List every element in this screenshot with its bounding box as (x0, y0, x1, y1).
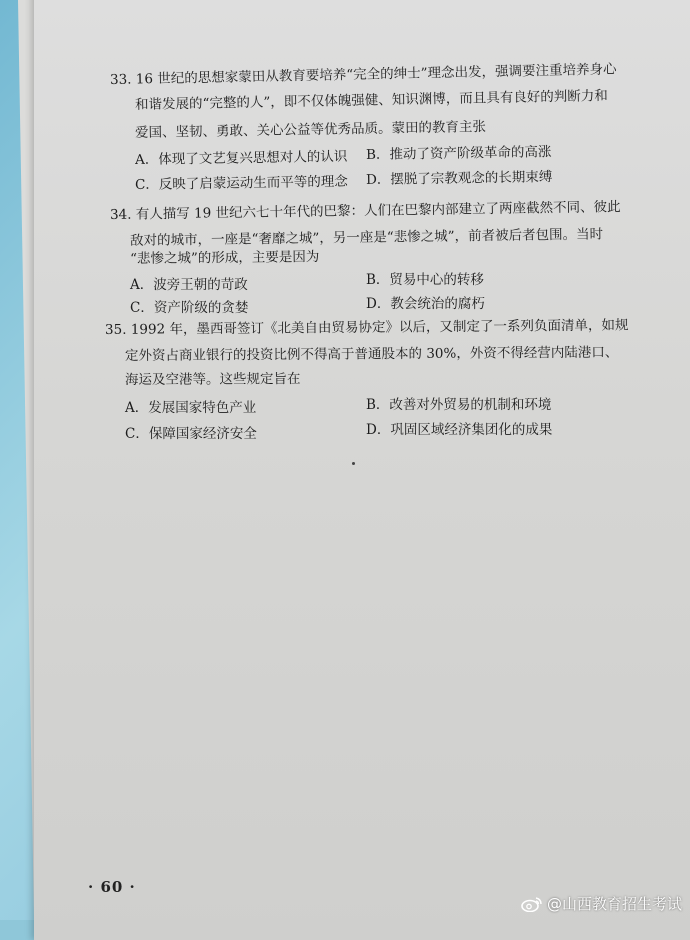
question-34-line-3: “悲惨之城”的形成，主要是因为 (129, 249, 320, 267)
question-33-line-1 (110, 57, 617, 88)
question-35-line-3: 海运及空港等。这些规定旨在 (124, 371, 301, 388)
question-33-option-a: A．体现了文艺复兴思想对人的认识 (134, 148, 348, 168)
watermark-text: @山西教育招生考试 (546, 895, 682, 913)
question-33-option-c: C．反映了启蒙运动生而平等的理念 (134, 173, 348, 193)
weibo-icon (521, 896, 543, 912)
page-number: · 60 · (88, 878, 136, 896)
question-35-option-a: A．发展国家特色产业 (125, 400, 257, 416)
question-33-line-3: 爱国、坚韧、勇敢、关心公益等优秀品质。蒙田的教育主张 (134, 118, 487, 141)
question-33-line-2: 和谐发展的“完整的人”，即不仅体魄强健、知识渊博，而且具有良好的判断力和 (134, 87, 608, 113)
question-34-option-c: C．资产阶级的贪婪 (130, 300, 249, 316)
question-35-option-b: B．改善对外贸易的机制和环境 (366, 397, 552, 413)
question-number: 33. (109, 71, 132, 88)
question-34-option-a: A．波旁王朝的苛政 (130, 277, 248, 293)
question-35-option-c: C．保障国家经济安全 (125, 426, 257, 442)
question-text: 有人描写 19 世纪六七十年代的巴黎：人们在巴黎内部建立了两座截然不同、彼此 (135, 198, 621, 223)
question-33-option-d: D．摆脱了宗教观念的长期束缚 (365, 169, 553, 188)
question-35-line-2: 定外资占商业银行的投资比例不得高于普通股本的 30%，外资不得经营内陆港口、 (124, 344, 619, 364)
question-35-line-1 (105, 313, 629, 338)
question-34-option-b: B．贸易中心的转移 (366, 272, 484, 288)
question-number: 35. (104, 321, 127, 338)
question-number: 34. (109, 206, 132, 223)
stray-mark (352, 462, 355, 465)
watermark (521, 893, 682, 914)
question-text: 16 世纪的思想家蒙田从教育要培养“完全的绅士”理念出发，强调要注重培养身心 (135, 61, 617, 88)
question-34-line-1 (110, 195, 621, 223)
question-33-option-b: B．推动了资产阶级革命的高涨 (365, 144, 552, 163)
question-34-option-d: D．教会统治的腐朽 (366, 296, 485, 312)
question-34-line-2: 敌对的城市，一座是“奢靡之城”，另一座是“悲惨之城”，前者被后者包围。当时 (129, 226, 604, 249)
question-35-option-d: D．巩固区域经济集团化的成果 (366, 422, 553, 438)
question-text: 1992 年，墨西哥签订《北美自由贸易协定》以后，又制定了一系列负面清单，如规 (130, 317, 629, 338)
